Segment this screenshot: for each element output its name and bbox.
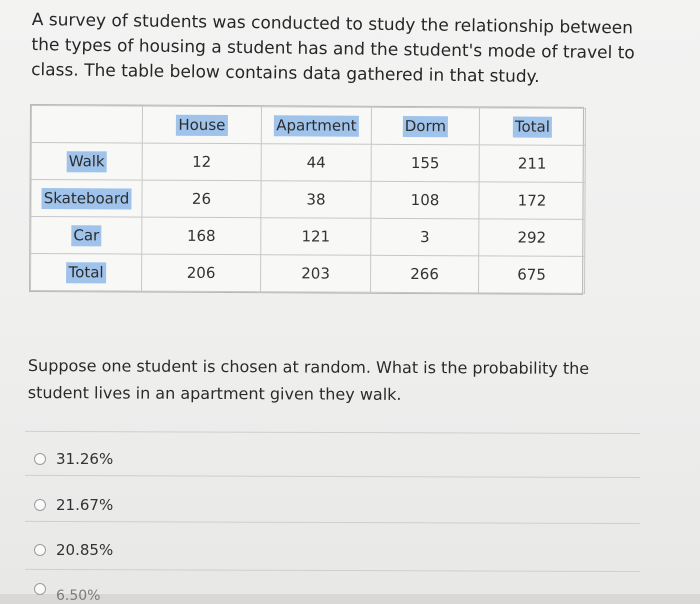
skateboard-total-cell: 172 — [479, 182, 585, 220]
row-label-total — [31, 254, 142, 292]
skateboard-house-cell: 26 — [142, 180, 261, 218]
walk-total-cell: 211 — [479, 145, 585, 183]
table-row — [31, 180, 585, 220]
answer-divider — [25, 521, 640, 524]
intro-line-2: the types of housing a student has and the student's mode of travel to — [31, 34, 635, 64]
answer-option-3[interactable] — [34, 538, 113, 562]
answer-option-4[interactable] — [34, 583, 101, 604]
question-line-2: student lives in an apartment given they walk. — [27, 382, 402, 404]
table-corner — [31, 106, 142, 144]
row-label-walk — [31, 143, 142, 181]
header-total-label: Total — [513, 116, 552, 137]
table-header-house — [142, 106, 261, 144]
question-text — [28, 352, 638, 409]
radio-button-icon[interactable] — [34, 499, 46, 511]
walk-label: Walk — [67, 151, 107, 172]
car-apartment-cell: 121 — [261, 218, 371, 256]
skateboard-label: Skateboard — [42, 188, 132, 209]
intro-text — [30, 8, 635, 91]
answer-option-label: 6.50% — [56, 588, 101, 604]
header-dorm-label: Dorm — [403, 115, 448, 136]
radio-button-icon[interactable] — [34, 544, 46, 556]
total-label: Total — [67, 262, 106, 283]
answer-option-2[interactable] — [34, 493, 113, 517]
car-dorm-cell: 3 — [371, 218, 479, 256]
row-label-car — [31, 217, 142, 255]
survey-table — [29, 104, 584, 295]
answer-option-label: 31.26% — [56, 450, 114, 468]
walk-apartment-cell: 44 — [261, 144, 371, 182]
table-row — [31, 217, 585, 257]
intro-line-1: A survey of students was conducted to study the relationship between — [31, 9, 634, 39]
answer-option-1[interactable] — [34, 447, 113, 471]
car-label: Car — [71, 225, 101, 246]
table-row — [31, 143, 585, 183]
answer-option-label: 21.67% — [56, 496, 114, 514]
radio-button-icon[interactable] — [34, 583, 46, 595]
answer-divider — [25, 475, 640, 478]
table-header-total — [479, 108, 585, 146]
question-line-1: Suppose one student is chosen at random. What is the probability the — [27, 355, 590, 378]
answer-divider — [25, 569, 640, 572]
table-row — [31, 254, 585, 294]
intro-line-3: class. The table below contains data gathered in that study. — [30, 59, 540, 88]
walk-house-cell: 12 — [142, 143, 261, 181]
total-apartment-cell: 203 — [261, 255, 371, 293]
grand-total-cell: 675 — [479, 256, 585, 294]
walk-dorm-cell: 155 — [371, 144, 479, 182]
answer-divider — [25, 431, 640, 434]
table-header-apartment — [261, 107, 371, 145]
radio-button-icon[interactable] — [34, 453, 46, 465]
header-apartment-label: Apartment — [274, 115, 358, 136]
skateboard-apartment-cell: 38 — [261, 181, 371, 219]
skateboard-dorm-cell: 108 — [371, 181, 479, 219]
total-dorm-cell: 266 — [371, 255, 479, 293]
table-header-row — [31, 106, 585, 146]
header-house-label: House — [176, 114, 227, 135]
total-house-cell: 206 — [142, 254, 261, 292]
car-total-cell: 292 — [479, 219, 585, 257]
housing-travel-table — [30, 105, 586, 294]
table-header-dorm — [371, 107, 479, 145]
row-label-skateboard — [31, 180, 142, 218]
car-house-cell: 168 — [142, 217, 261, 255]
answer-option-label: 20.85% — [56, 541, 114, 559]
